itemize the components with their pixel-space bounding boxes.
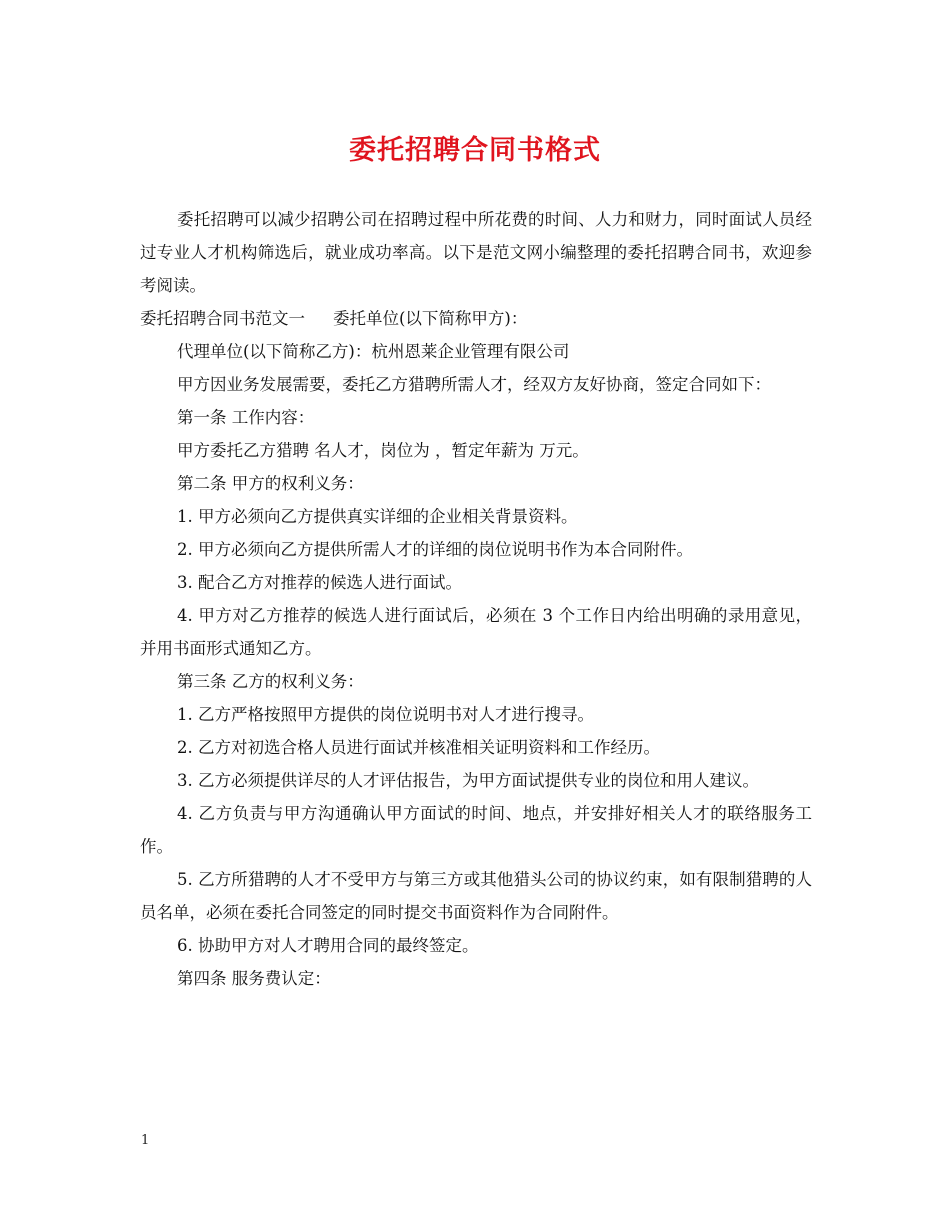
document-body [140,203,812,995]
article-1-title: 第一条 工作内容： [177,408,315,427]
article-1-content: 甲方委托乙方猎聘 名人才，岗位为 ，暂定年薪为 万元。 [177,441,589,460]
article-2-item: 1. 甲方必须向乙方提供真实详细的企业相关背景资料。 [177,507,578,526]
article-3-title: 第三条 乙方的权利义务： [177,672,364,691]
preamble-paragraph: 甲方因业务发展需要，委托乙方猎聘所需人才，经双方友好协商，签定合同如下： [177,375,771,394]
article-3-item: 3. 乙方必须提供详尽的人才评估报告，为甲方面试提供专业的岗位和用人建议。 [177,771,759,790]
article-3-item: 1. 乙方严格按照甲方提供的岗位说明书对人才进行搜寻。 [177,705,594,724]
article-3-item: 2. 乙方对初选合格人员进行面试并核准相关证明资料和工作经历。 [177,738,660,757]
party-a-line: 委托单位(以下简称甲方)： [333,309,528,328]
page-number: 1 [141,1133,150,1148]
document-title: 委托招聘合同书格式 [349,135,601,166]
article-2-item: 4. 甲方对乙方推荐的候选人进行面试后，必须在 3 个工作日内给出明确的录用意见，并用书面形式通知乙方。 [140,606,812,658]
article-4-title: 第四条 服务费认定： [177,969,331,988]
article-2-title: 第二条 甲方的权利义务： [177,474,364,493]
intro-paragraph: 委托招聘可以减少招聘公司在招聘过程中所花费的时间、人力和财力，同时面试人员经过专业人才机构筛选后，就业成功率高。以下是范文网小编整理的委托招聘合同书，欢迎参考阅读。 [140,210,812,295]
sample-heading-line [140,302,812,335]
party-b-line: 代理单位(以下简称乙方)：杭州恩莱企业管理有限公司 [177,342,570,361]
sample-heading: 委托招聘合同书范文一 [140,309,305,328]
article-3-item: 6. 协助甲方对人才聘用合同的最终签定。 [177,936,479,955]
article-3-item: 5. 乙方所猎聘的人才不受甲方与第三方或其他猎头公司的协议约束，如有限制猎聘的人员名单，必须在委托合同签定的同时提交书面资料作为合同附件。 [140,870,812,922]
article-2-item: 3. 配合乙方对推荐的候选人进行面试。 [177,573,462,592]
article-3-item: 4. 乙方负责与甲方沟通确认甲方面试的时间、地点，并安排好相关人才的联络服务工作。 [140,804,812,856]
article-2-item: 2. 甲方必须向乙方提供所需人才的详细的岗位说明书作为本合同附件。 [177,540,693,559]
